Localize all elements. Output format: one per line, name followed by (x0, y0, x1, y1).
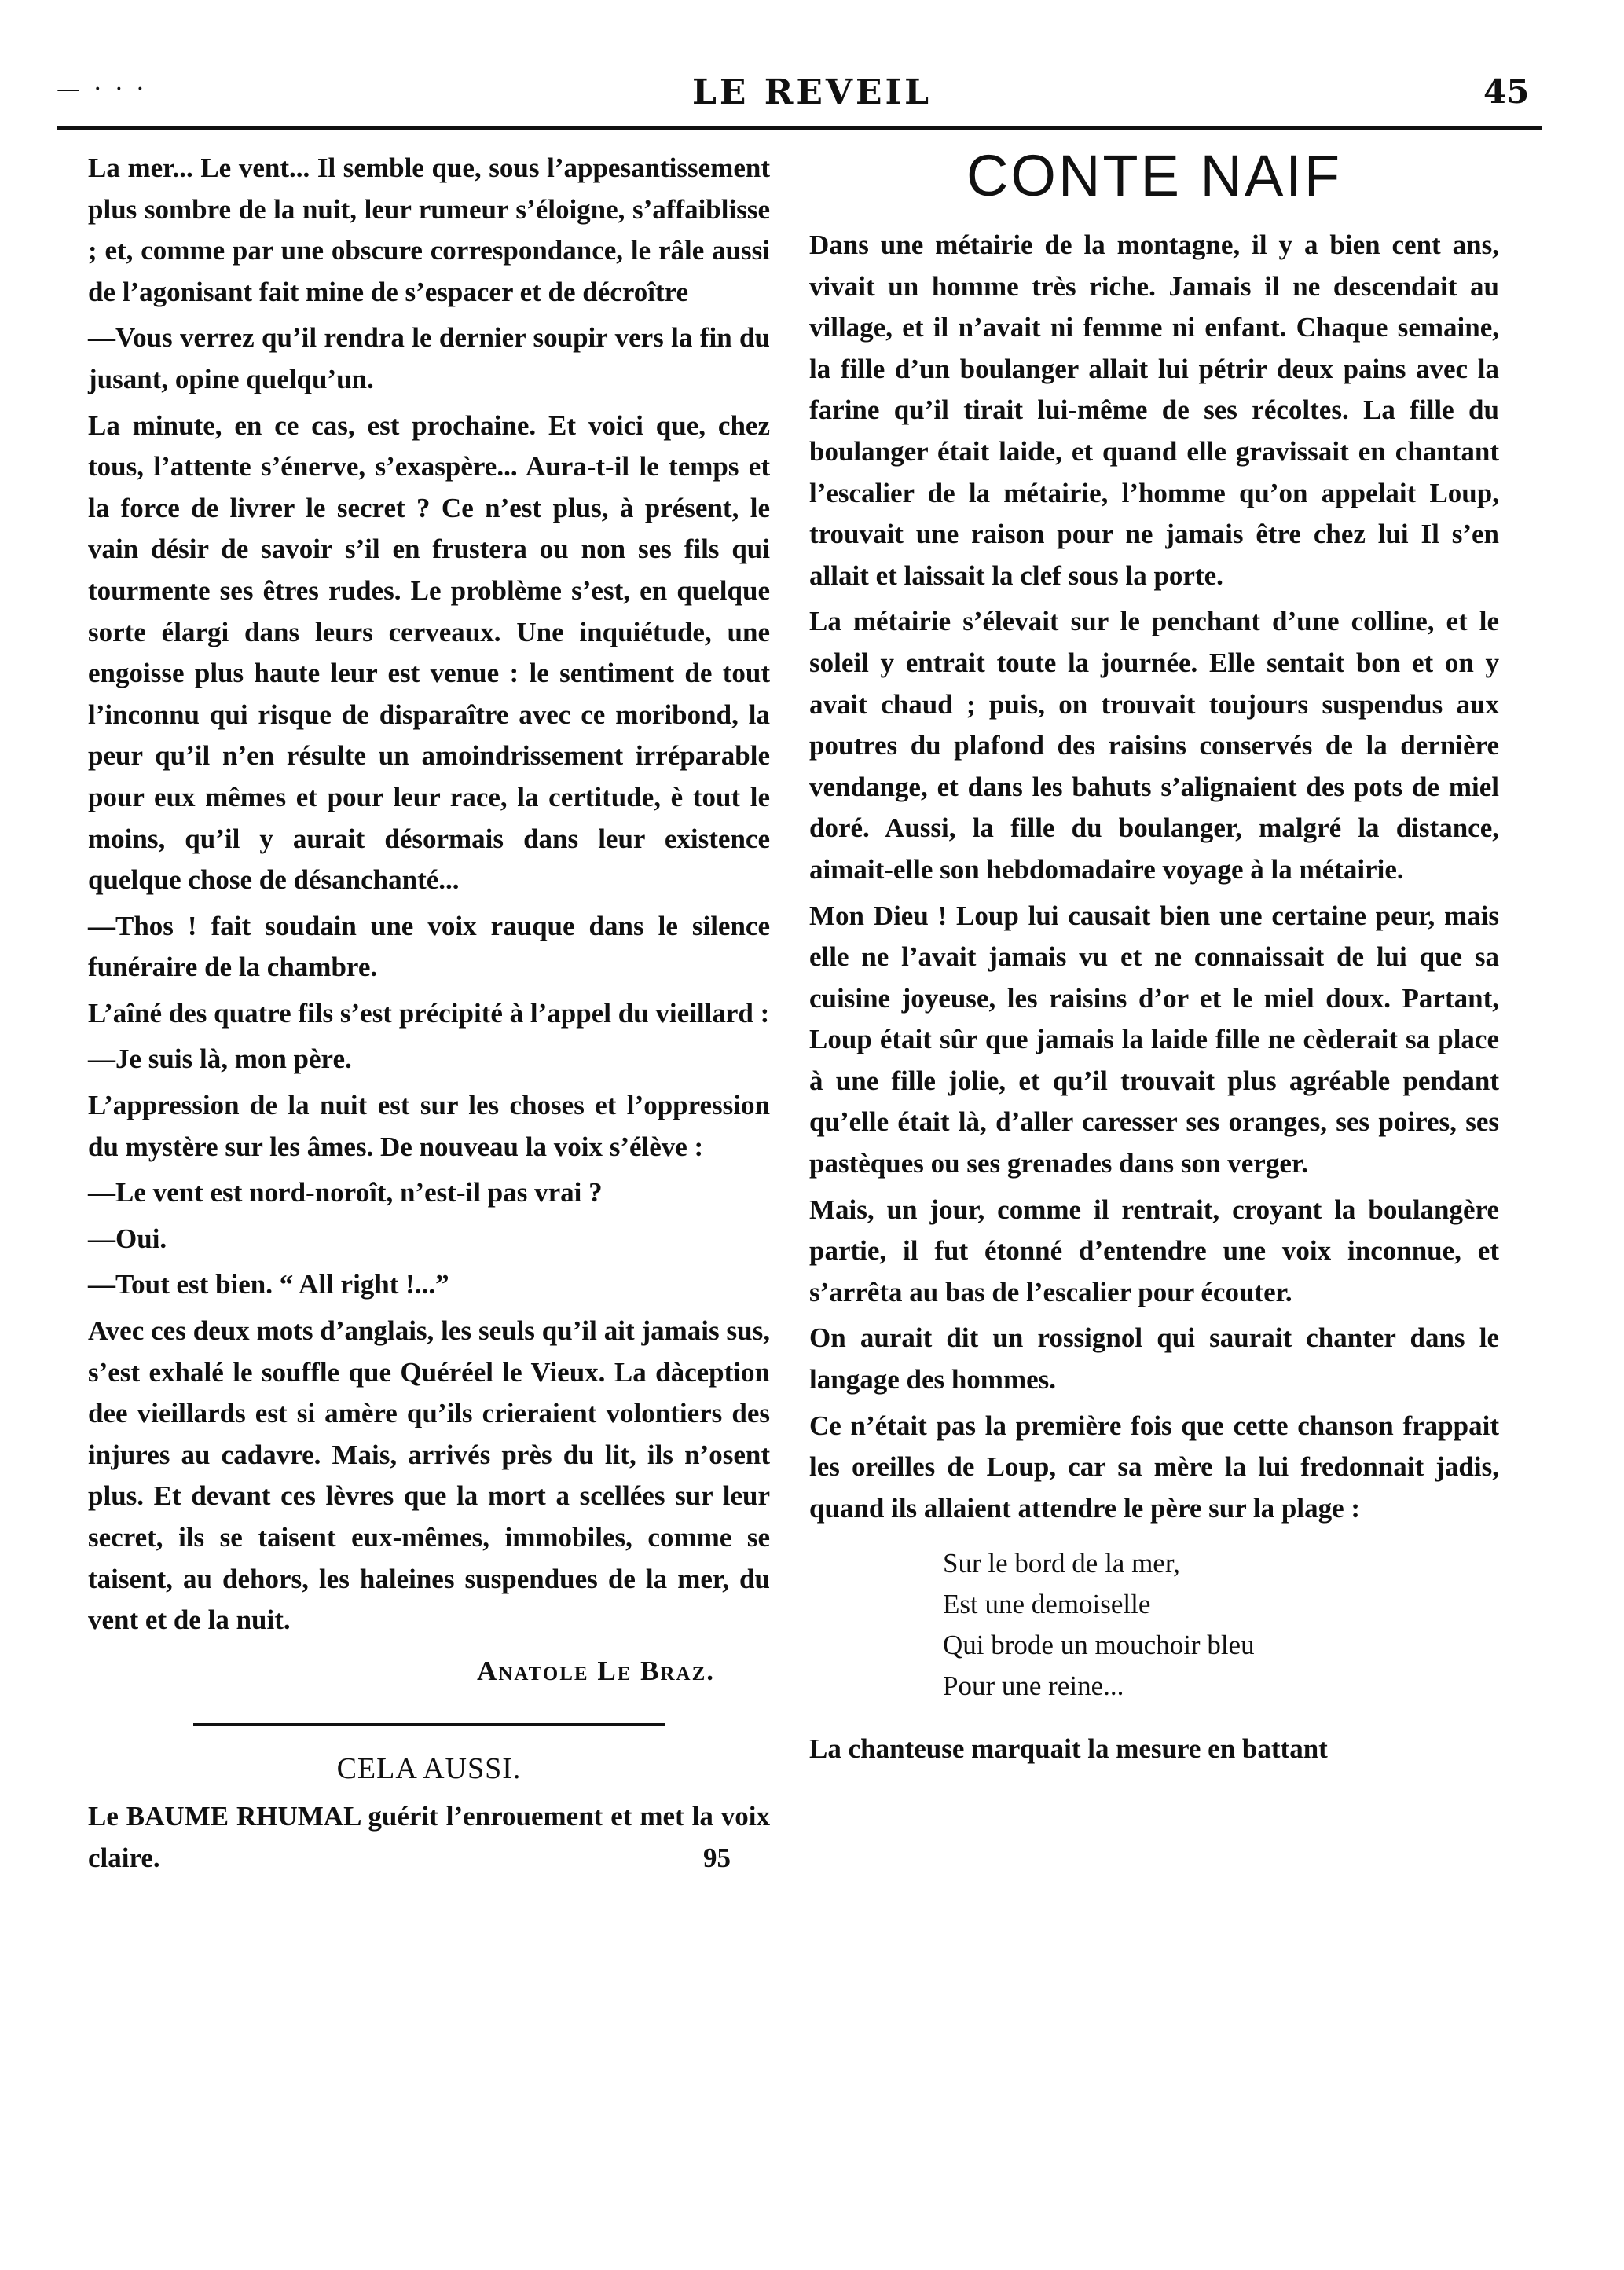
paragraph: La chanteuse marquait la mesure en battant (809, 1733, 1328, 1765)
header-rule (57, 126, 1542, 130)
paragraph: L’appression de la nuit est sur les choses et l’oppression du mystère sur les âmes. De nouveau la voix s’élève : (88, 1090, 770, 1162)
ad-text (88, 1796, 770, 1879)
author-signature: Anatole Le Braz. (477, 1655, 715, 1686)
paragraph: —Oui. (88, 1223, 167, 1254)
poem-line: Est une demoiselle (943, 1589, 1151, 1620)
poem-line: Pour une reine... (943, 1670, 1124, 1702)
paragraph: On aurait dit un rossignol qui saurait chanter dans le langage des hommes. (809, 1322, 1499, 1395)
story-title: CONTE NAIF (966, 143, 1343, 208)
paragraph: —Vous verrez qu’il rendra le dernier soupir vers la fin du jusant, opine quelqu’un. (88, 322, 770, 394)
paragraph: Mais, un jour, comme il rentrait, croyant la boulangère partie, il fut étonné d’entendre une voix inconnue, et s’arrêta au bas de l’escalier pour écouter. (809, 1194, 1499, 1307)
left-column (88, 148, 770, 1879)
right-column (809, 143, 1499, 1770)
paragraph: La mer... Le vent... Il semble que, sous l’appesantissement plus sombre de la nuit, leur rumeur s’éloigne, s’affaiblisse ; et, comme par une obscure correspondance, le râle aussi de l’agonisant fait mine de s’espacer et de décroître (88, 152, 770, 307)
paragraph: Dans une métairie de la montagne, il y a bien cent ans, vivait un homme très riche. Jamais il ne descendait au village, et il n’avait ni femme ni enfant. Chaque semaine, la fille d’un boulanger allait lui pétrir deux pains avec la farine qu’il tirait lui-même de ses récoltes. La fille du boulanger était laide, et quand elle gravissait en chantant l’escalier de la métairie, l’homme qu’on appelait Loup, trouvait une raison pour ne jamais être chez lui Il s’en allait et laissait la clef sous la porte. (809, 229, 1499, 591)
page-number: 45 (1483, 72, 1530, 111)
ad-number: 95 (703, 1842, 731, 1873)
paragraph: L’aîné des quatre fils s’est précipité à l’appel du vieillard : (88, 997, 770, 1029)
paragraph: Avec ces deux mots d’anglais, les seuls qu’il ait jamais sus, s’est exhalé le souffle que Quéréel le Vieux. La dàception dee vieillards est si amère qu’ils crieraient volontiers des injures au cadavre. Mais, arrivés près du lit, ils n’osent plus. Et devant ces lèvres que la mort a scellées sur leur secret, ils se taisent eux-mêmes, immobiles, comme se taisent, au dehors, les haleines suspendues de la mer, du vent et de la nuit. (88, 1315, 770, 1636)
paragraph: —Je suis là, mon père. (88, 1043, 352, 1075)
paragraph: La métairie s’élevait sur le penchant d’une colline, et le soleil y entrait toute la journée. Elle sentait bon et on y avait chaud ; puis, on trouvait toujours suspendus aux poutres du plafond des raisins conservés de la dernière vendange, et dans les bahuts s’alignaient des pots de miel doré. Aussi, la fille du boulanger, malgré la distance, aimait-elle son hebdomadaire voyage à la métairie. (809, 606, 1499, 885)
newspaper-title: LE REVEIL (691, 72, 933, 112)
poem-line: Sur le bord de la mer, (943, 1548, 1180, 1579)
paragraph: Mon Dieu ! Loup lui causait bien une certaine peur, mais elle ne l’avait jamais vu et ne connaissait de lui que sa cuisine joyeuse, les raisins d’or et le miel doux. Partant, Loup était sûr que jamais la laide fille ne cèderait sa place à une fille jolie, et qu’il trouvait plus agréable pendant qu’elle était là, d’aller caresser ses oranges, ses poires, ses pastèques ou ses grenades dans son verger. (809, 900, 1499, 1179)
section-divider (193, 1723, 665, 1726)
poem-line: Qui brode un mouchoir bleu (943, 1630, 1255, 1661)
ad-body: Le BAUME RHUMAL guérit l’enrouement et met la voix claire. (88, 1800, 770, 1873)
paragraph: La minute, en ce cas, est prochaine. Et voici que, chez tous, l’attente s’énerve, s’exaspère... Aura-t-il le temps et la force de livrer le secret ? Ce n’est plus, à présent, le vain désir de savoir s’il en frustera ou non ses fils qui tourmente ses êtres rudes. Le problème s’est, en quelque sorte élargi dans leurs cerveaux. Une inquiétude, une engoisse plus haute leur est venue : le sentiment de tout l’inconnu qui risque de disparaître avec ce moribond, la peur qu’il n’en résulte un amoindrissement irréparable pour eux mêmes et pour leur race, la certitude, è tout le moins, qu’il y aurait désormais dans leur existence quelque chose de désanchanté... (88, 409, 770, 896)
paragraph: —Le vent est nord-noroît, n’est-il pas vrai ? (88, 1177, 603, 1208)
paragraph: —Thos ! fait soudain une voix rauque dans le silence funéraire de la chambre. (88, 910, 770, 983)
paragraph: —Tout est bien. “ All right !...” (88, 1269, 449, 1300)
header-dash: — · · · (57, 75, 148, 103)
ad-title: CELA AUSSI. (336, 1752, 522, 1786)
paragraph: Ce n’était pas la première fois que cette chanson frappait les oreilles de Loup, car sa mère la lui fredonnait jadis, quand ils allaient attendre le père sur la plage : (809, 1410, 1499, 1524)
poem (943, 1543, 1499, 1707)
